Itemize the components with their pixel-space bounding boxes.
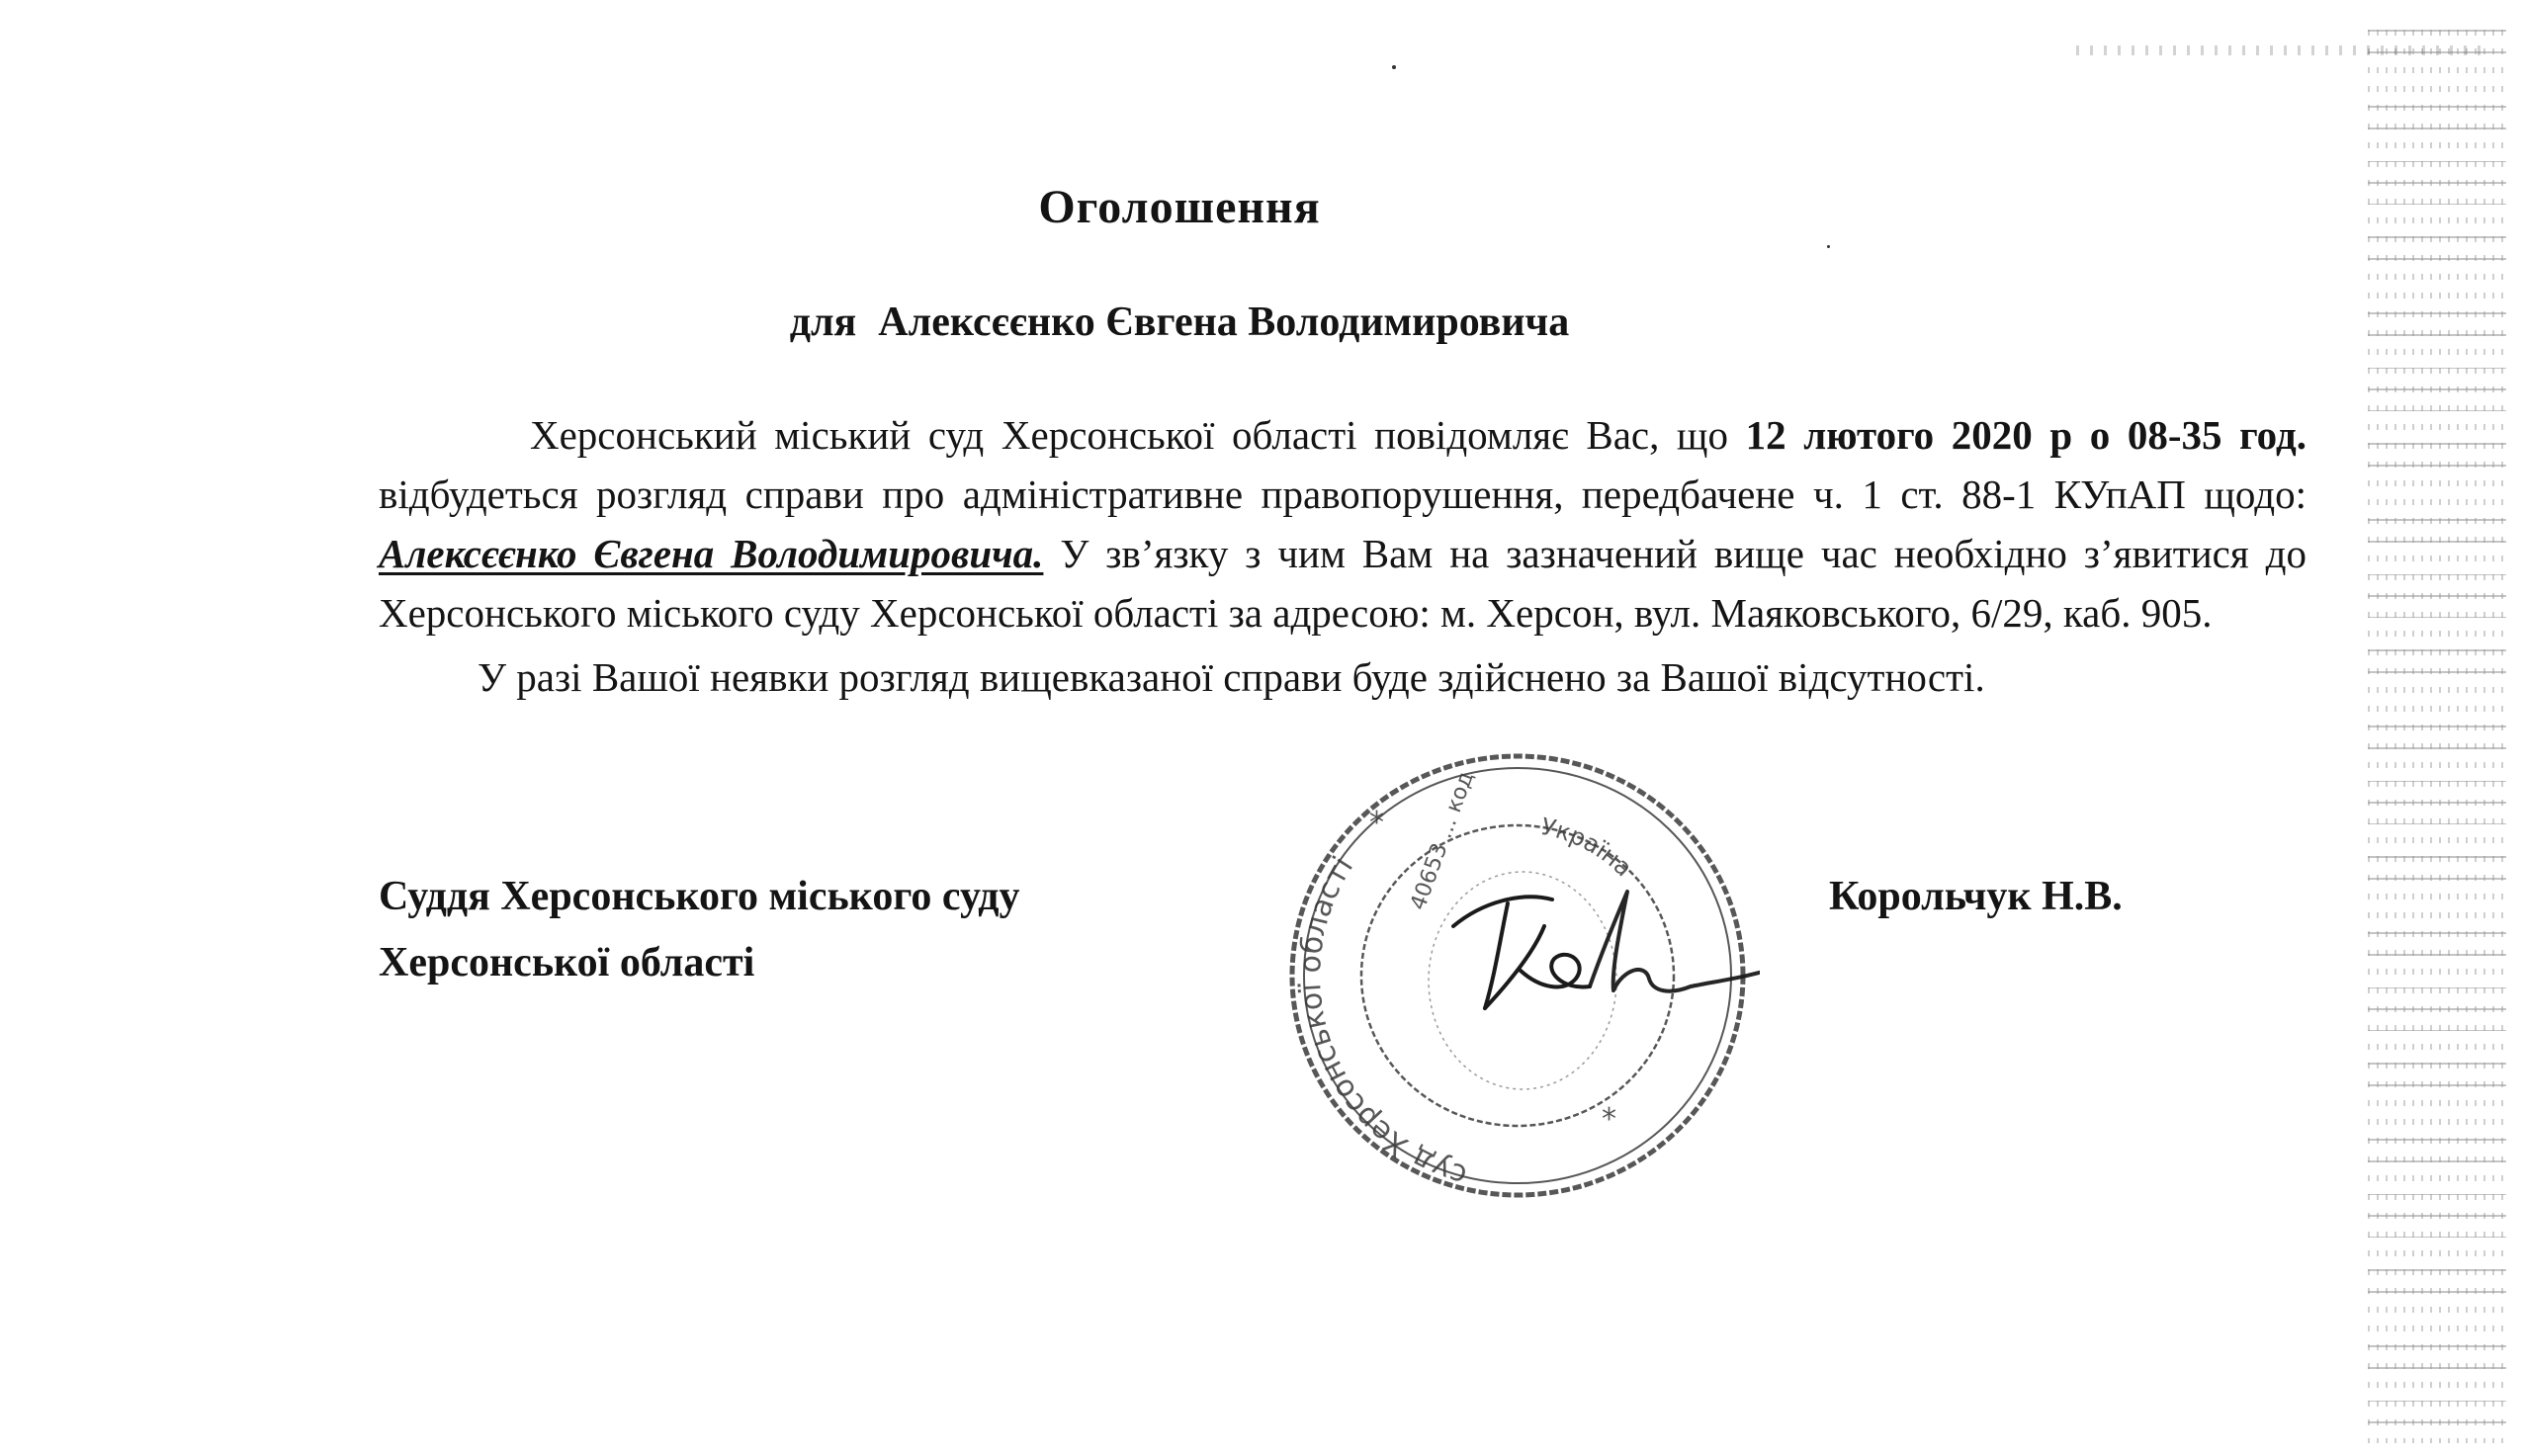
notice-paragraph-2: У разі Вашої неявки розгляд вищевказаної справи буде здійснено за Вашої відсутності. — [478, 654, 1985, 700]
court-seal-stamp — [1275, 743, 1760, 1208]
notice-paragraph-1 — [379, 405, 2307, 642]
seal-star-icon: * — [1602, 1102, 1616, 1137]
judge-name: Корольчук Н.В. — [1829, 874, 2123, 919]
scan-noise-edge — [2368, 30, 2506, 1443]
paragraph-1-part-2: відбудеться розгляд справи про адміністративне правопорушення, передбачене ч. 1 ст. 88-1 КУпАП щодо: — [379, 471, 2307, 517]
scan-speck — [1392, 65, 1396, 69]
paragraph-1-part-1: Херсонський міський суд Херсонської області повідомляє Вас, що — [530, 412, 1746, 458]
seal-code-text: 40653 ... код — [1406, 768, 1479, 914]
notice-body — [379, 405, 2307, 710]
judge-title — [379, 864, 1020, 996]
addressee-line — [0, 299, 2442, 346]
addressee-name: Алексєєнко Євгена Володимировича — [878, 300, 1570, 345]
judge-title-line-2: Херсонської області — [379, 940, 755, 985]
person-name: Алексєєнко Євгена Володимировича. — [379, 531, 1044, 576]
document-title: Оголошення — [1038, 181, 1321, 233]
paragraph-1-part-3: У зв’язку з чим Вам на зазначений вище час необхідно з’явитися до Херсонського міського суду Херсонської області за адресою: м. Херсон, вул. Маяковського, 6/29, каб. 905. — [379, 531, 2307, 636]
scan-speck — [1827, 245, 1830, 248]
judge-title-line-1: Суддя Херсонського міського суду — [379, 874, 1020, 919]
seal-star-icon: * — [1369, 806, 1384, 840]
scan-noise-top — [2076, 45, 2491, 55]
judge-signature — [1453, 892, 1760, 1008]
hearing-datetime: 12 лютого 2020 р о 08-35 год. — [1745, 412, 2307, 458]
seal-inner-text: Україна — [1538, 813, 1638, 883]
addressee-label: для — [789, 300, 857, 345]
seal-outer-text: суд Херсонської області — [1292, 850, 1471, 1193]
